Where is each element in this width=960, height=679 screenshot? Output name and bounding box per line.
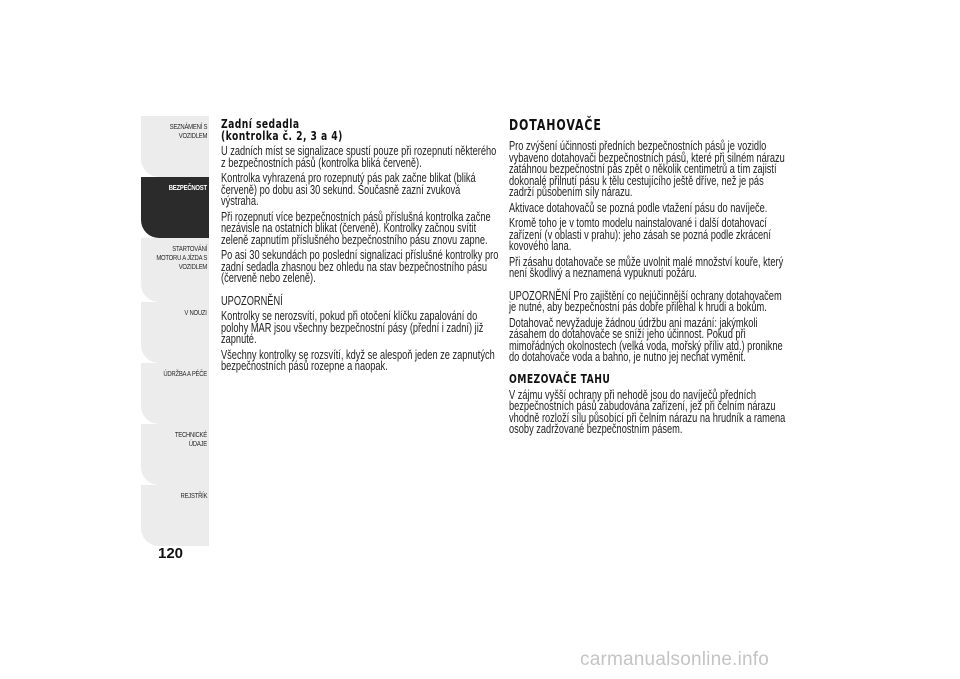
page-title: DOTAHOVAČE xyxy=(509,116,602,134)
tab-label: BEZPEČNOST xyxy=(168,183,207,192)
tab-v-nouzi[interactable] xyxy=(141,302,209,363)
paragraph: Aktivace dotahovačů se pozná podle vtažení pásu do navíječe. xyxy=(509,200,768,215)
warning-title: UPOZORNĚNÍ xyxy=(221,293,283,308)
tab-bezpecnost[interactable] xyxy=(141,177,209,238)
paragraph: Pro zvýšení účinnosti předních bezpečnostních pásů je vozidlo vybaveno dotahovači bezpečnostních pásů, které při silném nárazu zatáhnou bezpečnostní pás zpět o několik centimetrů a tím zajistí dokonalé přilnutí pásu k tělu cestujícího ještě dříve, než je pás zadrží působením síly nárazu. xyxy=(509,139,785,199)
section-heading: OMEZOVAČE TAHU xyxy=(509,370,611,386)
paragraph: Kromě toho je v tomto modelu nainstalované i další dotahovací zařízení (v oblasti v prahu): jeho zásah se pozná podle zkrácení kovového lana. xyxy=(509,216,771,253)
tab-label: STARTOVÁNÍ MOTORU A JÍZDA S VOZIDLEM xyxy=(156,244,207,271)
tab-rejstrik[interactable] xyxy=(141,485,209,546)
tab-label: TECHNICKÉ ÚDAJE xyxy=(174,430,207,448)
watermark: carmanualsonline.info xyxy=(580,649,770,670)
paragraph: Kontrolka vyhrazená pro rozepnutý pás pak začne blikat (bliká červeně) po dobu asi 30 sekund. Současně zazní zvuková výstraha. xyxy=(221,171,476,208)
tab-label: SEZNÁMENÍ S VOZIDLEM xyxy=(169,122,207,140)
paragraph: Při rozepnutí více bezpečnostních pásů příslušná kontrolka začne nezávisle na ostatních blikat (červeně). Kontrolky začnou svítit zeleně zapnutím příslušného bezpečnostního pásu znovu zapne. xyxy=(221,209,491,247)
warning-paragraph: Dotahovač nevyžaduje žádnou údržbu ani mazání: jakýmkoli zásahem do dotahovače se sníží jeho účinnost. Pokud při mimořádných okolnostech (velká voda, mořský příliv atd.) pronikne do dotahovače voda a bahno, je nutno jej nechat vyměnit. xyxy=(509,315,783,364)
left-column xyxy=(221,118,499,377)
tab-seznameni-s-vozidlem[interactable] xyxy=(141,116,209,177)
paragraph: V zájmu vyšší ochrany při nehodě jsou do navíječů předních bezpečnostních pásů zabudována zařízení, jež při čelním nárazu vhodně rozloží sílu působící při čelním nárazu na hrudník a ramena osoby zadržované bezpečnostním pásem. xyxy=(509,387,786,436)
tab-technicke-udaje[interactable] xyxy=(141,424,209,485)
paragraph: Po asi 30 sekundách po poslední signalizaci příslušné kontrolky pro zadní sedadla zhasnou bez ohledu na stav bezpečnostního pásu (červeně nebo zeleně). xyxy=(221,248,499,285)
warning-paragraph: UPOZORNĚNÍ Pro zajištění co nejúčinnější ochrany dotahovačem je nutné, aby bezpečnostní pás dobře přiléhal k hrudi a bokům. xyxy=(509,288,782,314)
page-number: 120 xyxy=(158,545,184,562)
section-heading: Zadní sedadla (kontrolka č. 2, 3 a 4) xyxy=(221,116,343,143)
tab-label: ÚDRŽBA A PÉČE xyxy=(163,369,207,378)
tab-label: REJSTŘÍK xyxy=(180,491,207,500)
right-column xyxy=(509,118,794,440)
warning-paragraph: Kontrolky se nerozsvítí, pokud při otočení klíčku zapalování do polohy MAR jsou všechny bezpečnostní pásy (přední i zadní) již zapnuté. xyxy=(221,309,484,346)
paragraph: Při zásahu dotahovače se může uvolnit malé množství kouře, který není škodlivý a neznamená vypuknutí požáru. xyxy=(509,254,784,280)
tab-startovani-motoru[interactable] xyxy=(141,238,209,302)
tab-udrzba-a-pece[interactable] xyxy=(141,363,209,424)
tab-label: V NOUZI xyxy=(184,308,207,317)
warning-paragraph: Všechny kontrolky se rozsvítí, když se alespoň jeden ze zapnutých bezpečnostních pásů rozepne a naopak. xyxy=(221,347,495,373)
paragraph: U zadních míst se signalizace spustí pouze při rozepnutí některého z bezpečnostních pásů (kontrolka bliká červeně). xyxy=(221,144,497,170)
